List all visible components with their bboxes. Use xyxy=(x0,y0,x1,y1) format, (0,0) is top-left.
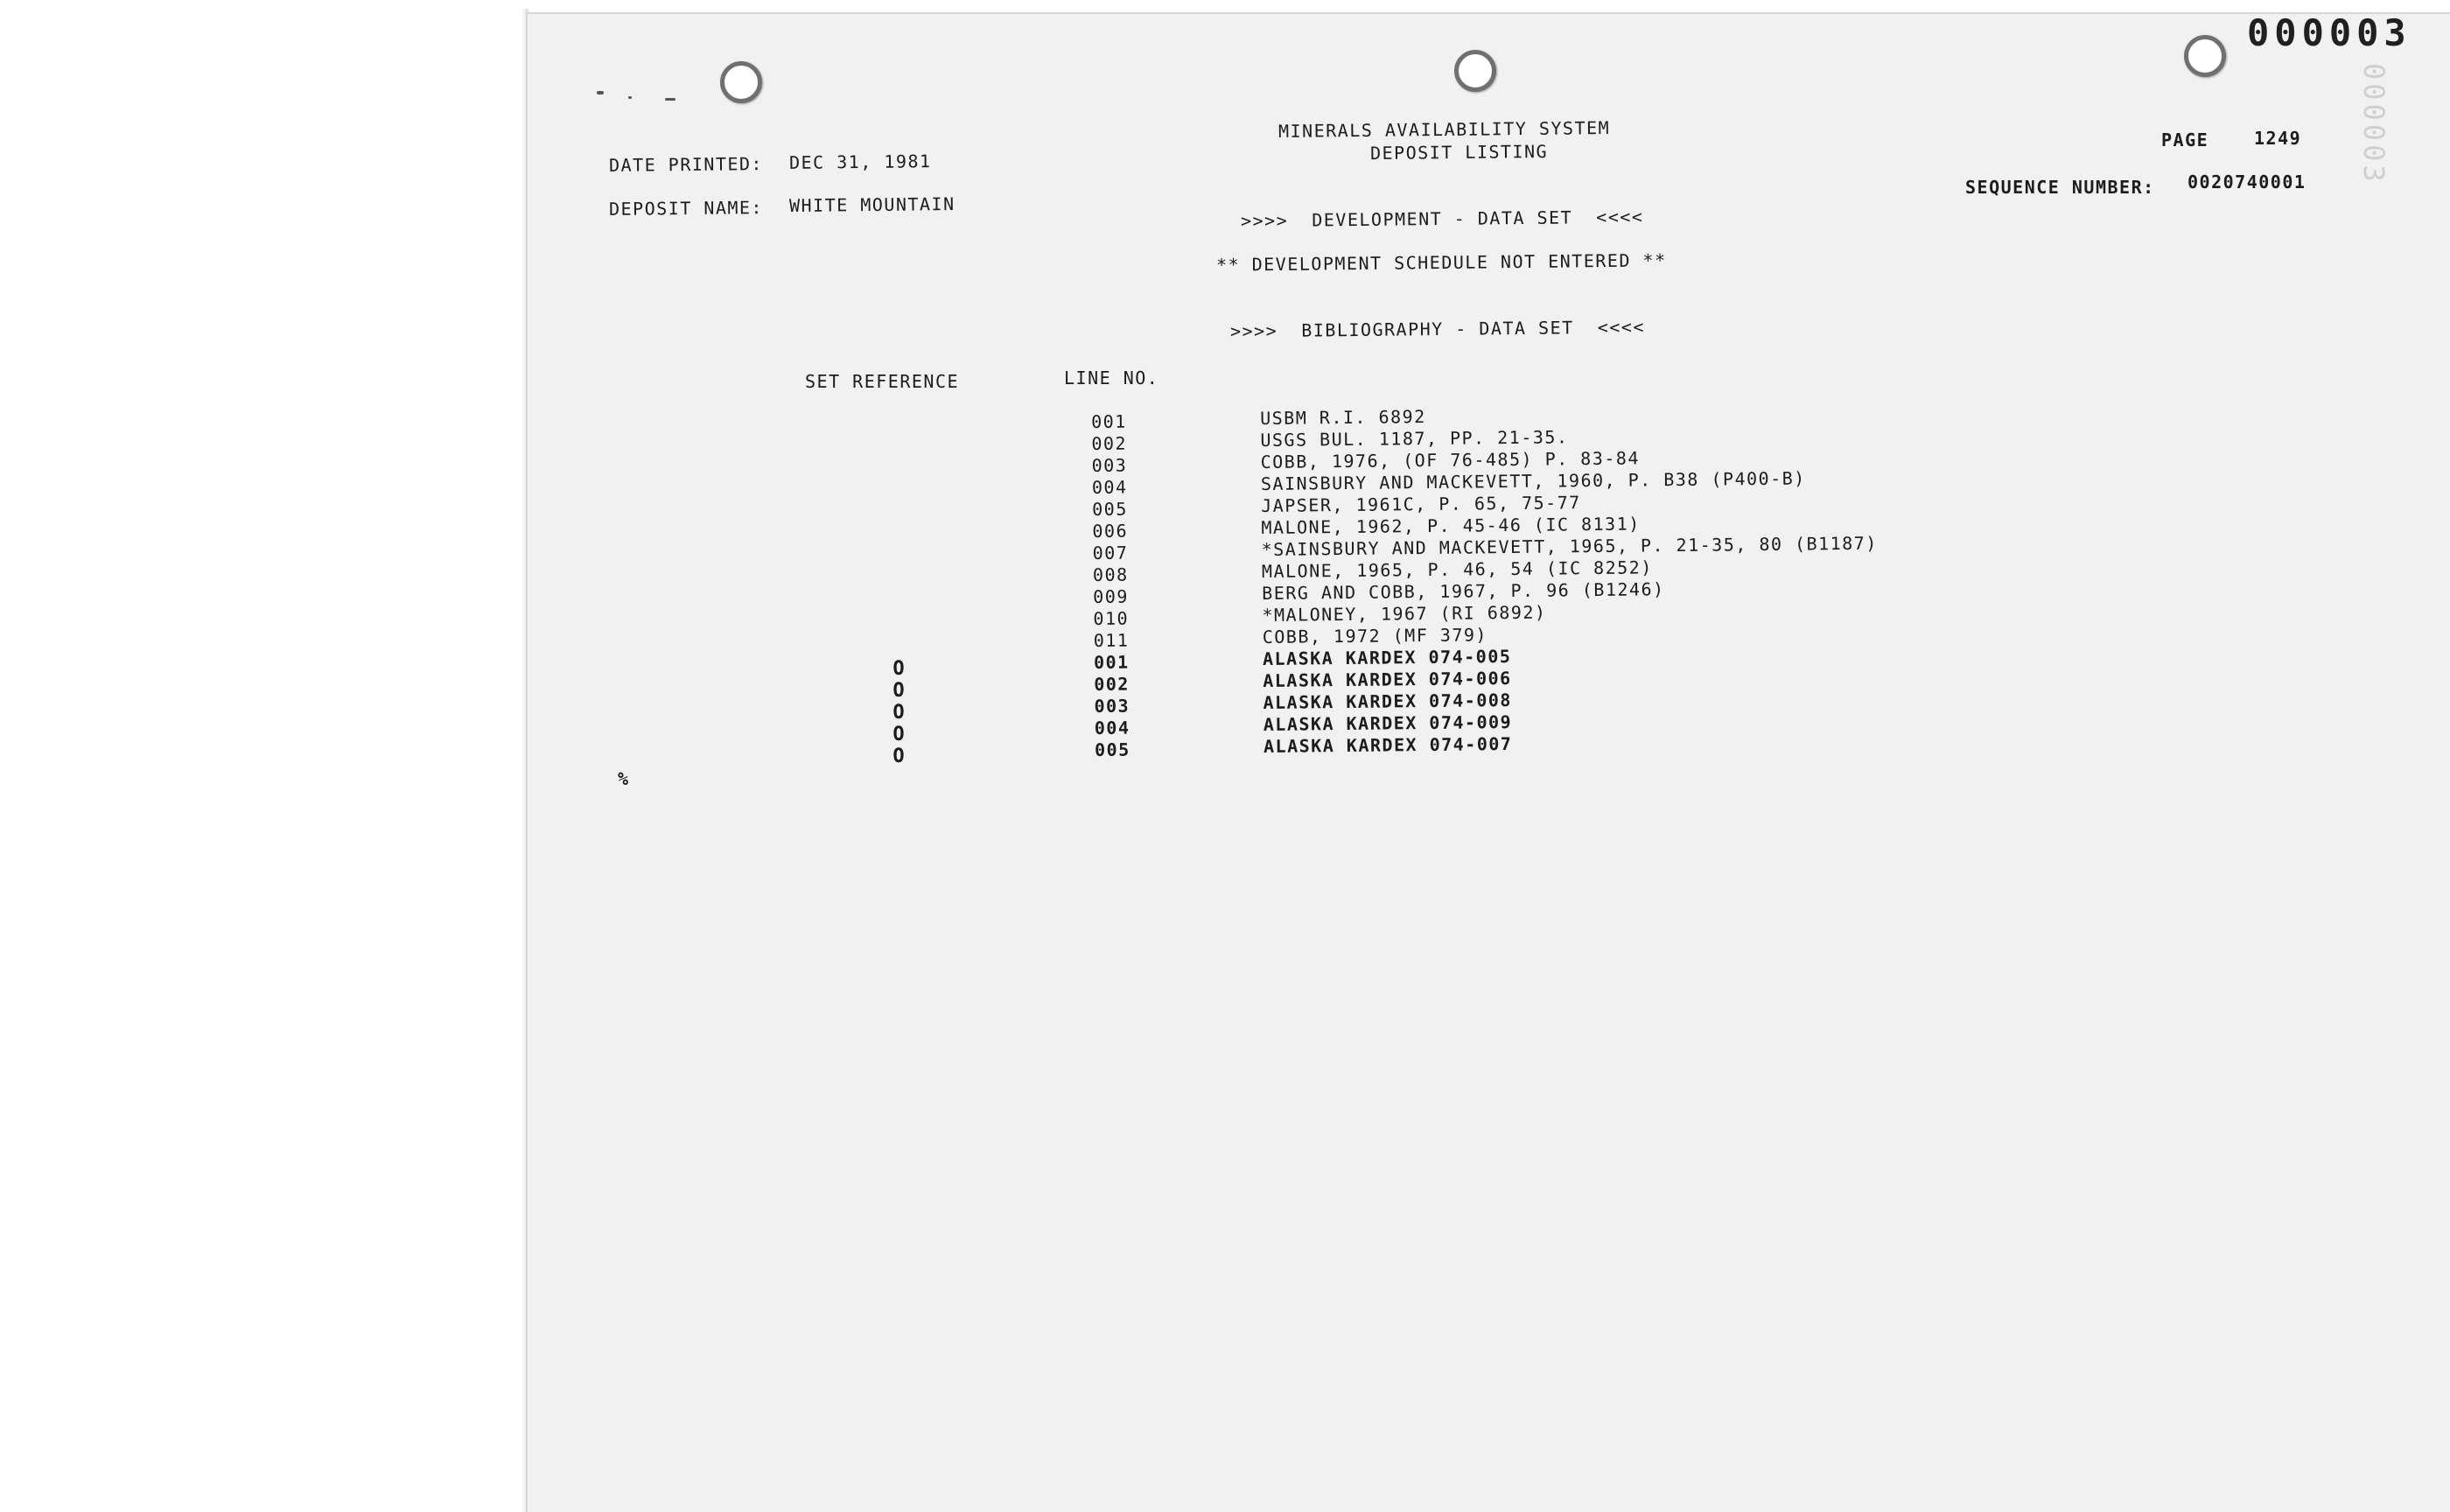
date-printed: DEC 31, 1981 xyxy=(788,150,932,173)
citation: *MALONEY, 1967 (RI 6892) xyxy=(1262,601,1547,626)
line-number: 006 xyxy=(1092,520,1129,542)
punch-hole-right xyxy=(2184,35,2226,77)
citation: ALASKA KARDEX 074-008 xyxy=(1263,690,1513,713)
citation: JAPSER, 1961C, P. 65, 75-77 xyxy=(1261,492,1581,516)
development-heading: >>>> DEVELOPMENT - DATA SET <<<< xyxy=(1240,206,1644,232)
citation: *SAINSBURY AND MACKEVETT, 1965, P. 21-35, 80 (B1187) xyxy=(1261,532,1878,560)
line-number: 003 xyxy=(1094,695,1130,717)
line-number: 005 xyxy=(1094,738,1130,760)
line-number-column xyxy=(1091,411,1130,761)
citation: ALASKA KARDEX 074-005 xyxy=(1262,646,1512,669)
line-number: 005 xyxy=(1092,498,1128,520)
line-number: 002 xyxy=(1091,432,1128,454)
set-reference-mark: O xyxy=(892,724,905,746)
citation: COBB, 1972 (MF 379) xyxy=(1262,624,1488,648)
line-number: 001 xyxy=(1093,651,1130,673)
page-number: 1249 xyxy=(2254,128,2302,149)
system-title: MINERALS AVAILABILITY SYSTEM xyxy=(1278,117,1611,142)
set-reference-mark: O xyxy=(892,702,905,724)
bibliography-heading: >>>> BIBLIOGRAPHY - DATA SET <<<< xyxy=(1229,316,1646,342)
sequence-number: 0020740001 xyxy=(2188,172,2306,192)
printout-sheet xyxy=(526,12,2450,1512)
punch-hole-left xyxy=(720,61,762,103)
set-reference-header: SET REFERENCE xyxy=(805,371,960,392)
ink-smudge xyxy=(665,98,676,101)
citation: ALASKA KARDEX 074-007 xyxy=(1263,733,1513,757)
citation: BERG AND COBB, 1967, P. 96 (B1246) xyxy=(1262,578,1665,604)
set-reference-mark: O xyxy=(892,746,905,767)
citation: USGS BUL. 1187, PP. 21-35. xyxy=(1260,426,1569,451)
citation: MALONE, 1965, P. 46, 54 (IC 8252) xyxy=(1261,556,1653,582)
edge-stamp: 000003 xyxy=(2357,63,2390,186)
development-note: ** DEVELOPMENT SCHEDULE NOT ENTERED ** xyxy=(1215,249,1667,276)
line-no-header: LINE NO. xyxy=(1064,368,1159,388)
page-label: PAGE xyxy=(2161,130,2209,150)
ink-smudge xyxy=(597,91,604,94)
ink-smudge xyxy=(628,96,632,99)
citation: MALONE, 1962, P. 45-46 (IC 8131) xyxy=(1261,513,1641,538)
set-reference-column xyxy=(888,658,909,767)
sequence-label: SEQUENCE NUMBER: xyxy=(1965,177,2155,198)
line-number: 004 xyxy=(1094,717,1130,738)
listing-title: DEPOSIT LISTING xyxy=(1369,140,1549,164)
date-printed-label: DATE PRINTED: xyxy=(608,153,764,176)
end-marker: % xyxy=(618,768,630,789)
set-reference-mark: O xyxy=(892,680,905,702)
frame-number: 000003 xyxy=(2247,11,2412,54)
punch-hole-center xyxy=(1454,50,1496,92)
citation: ALASKA KARDEX 074-006 xyxy=(1263,668,1512,691)
line-number: 002 xyxy=(1094,673,1130,695)
line-number: 011 xyxy=(1093,629,1130,651)
line-number: 004 xyxy=(1091,476,1128,498)
citation-column xyxy=(1260,402,1880,758)
citation: ALASKA KARDEX 074-009 xyxy=(1263,711,1513,735)
set-reference-mark: O xyxy=(892,658,905,680)
line-number: 001 xyxy=(1091,410,1127,432)
deposit-name-label: DEPOSIT NAME: xyxy=(608,197,764,220)
line-number: 008 xyxy=(1092,564,1129,585)
citation: USBM R.I. 6892 xyxy=(1260,406,1426,429)
line-number: 010 xyxy=(1093,607,1130,629)
line-number: 007 xyxy=(1092,542,1129,564)
deposit-name: WHITE MOUNTAIN xyxy=(788,193,956,216)
citation: COBB, 1976, (OF 76-485) P. 83-84 xyxy=(1260,447,1641,472)
citation: SAINSBURY AND MACKEVETT, 1960, P. B38 (P400-B) xyxy=(1260,467,1806,494)
line-number: 003 xyxy=(1091,454,1128,476)
line-number: 009 xyxy=(1093,585,1129,607)
